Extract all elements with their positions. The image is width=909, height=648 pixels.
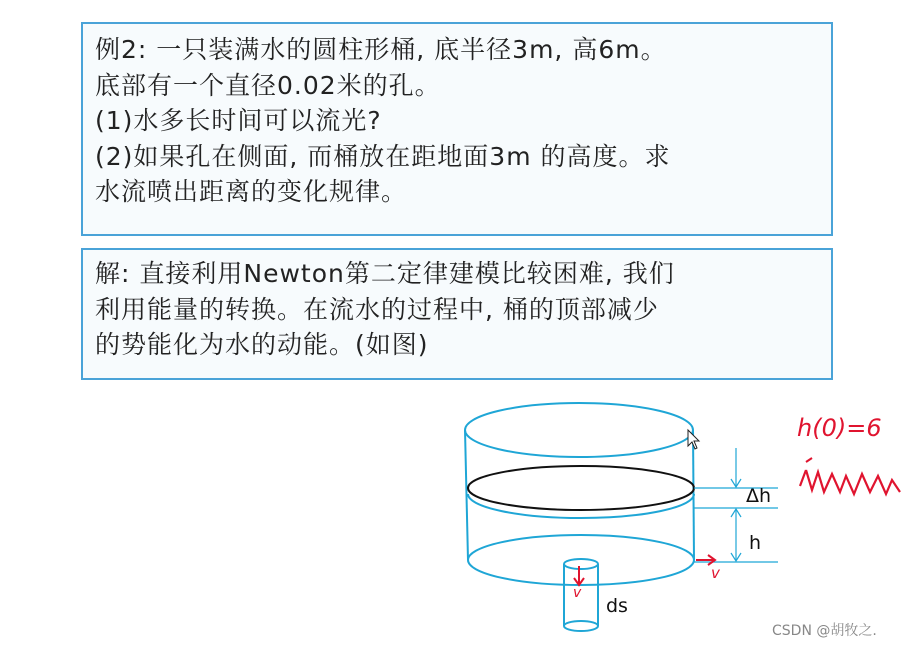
mouse-cursor-icon — [688, 430, 699, 449]
dim-arrowhead-dh — [731, 479, 741, 487]
v-label-bottom: v — [573, 585, 582, 601]
example-line-4: (2)如果孔在侧面, 而桶放在距地面3m 的高度。求 — [95, 141, 671, 171]
pipe-bottom-ellipse — [564, 621, 598, 631]
pipe-top-ellipse — [564, 559, 598, 569]
solution-line-2: 利用能量的转换。在流水的过程中, 桶的顶部减少 — [95, 294, 659, 324]
h-label: h — [749, 532, 762, 554]
handwritten-formula: h(0)=6 — [797, 414, 882, 442]
example-line-3: (1)水多长时间可以流光? — [95, 106, 382, 135]
dim-arrowhead-h-top — [731, 509, 741, 517]
dim-arrowhead-h-bottom — [731, 553, 741, 561]
water-surface-ellipse — [468, 466, 694, 510]
water-lower-band — [468, 494, 694, 518]
handwritten-underline — [806, 458, 812, 462]
example-line-5: 水流喷出距离的变化规律。 — [95, 177, 408, 206]
example-line-1: 例2: 一只装满水的圆柱形桶, 底半径3m, 高6m。 — [95, 35, 667, 64]
watermark: CSDN @胡牧之. — [772, 623, 877, 639]
example-line-2: 底部有一个直径0.02米的孔。 — [95, 70, 441, 100]
cylinder-top-ellipse — [465, 403, 693, 457]
velocity-arrowhead-down — [574, 578, 584, 585]
cylinder-bottom-ellipse — [468, 535, 694, 585]
v-label-right: v — [711, 564, 720, 582]
solution-box — [81, 248, 833, 380]
cylinder-left-wall — [465, 430, 468, 560]
example-problem-box — [81, 22, 833, 236]
delta-h-label: Δh — [746, 485, 772, 507]
cylinder-right-wall — [693, 430, 694, 560]
solution-line-1: 解: 直接利用Newton第二定律建模比较困难, 我们 — [95, 259, 675, 288]
ds-label: ds — [606, 595, 628, 617]
handwritten-scribble — [800, 470, 900, 494]
velocity-arrowhead-right — [708, 555, 715, 565]
solution-line-3: 的势能化为水的动能。(如图) — [95, 330, 429, 359]
